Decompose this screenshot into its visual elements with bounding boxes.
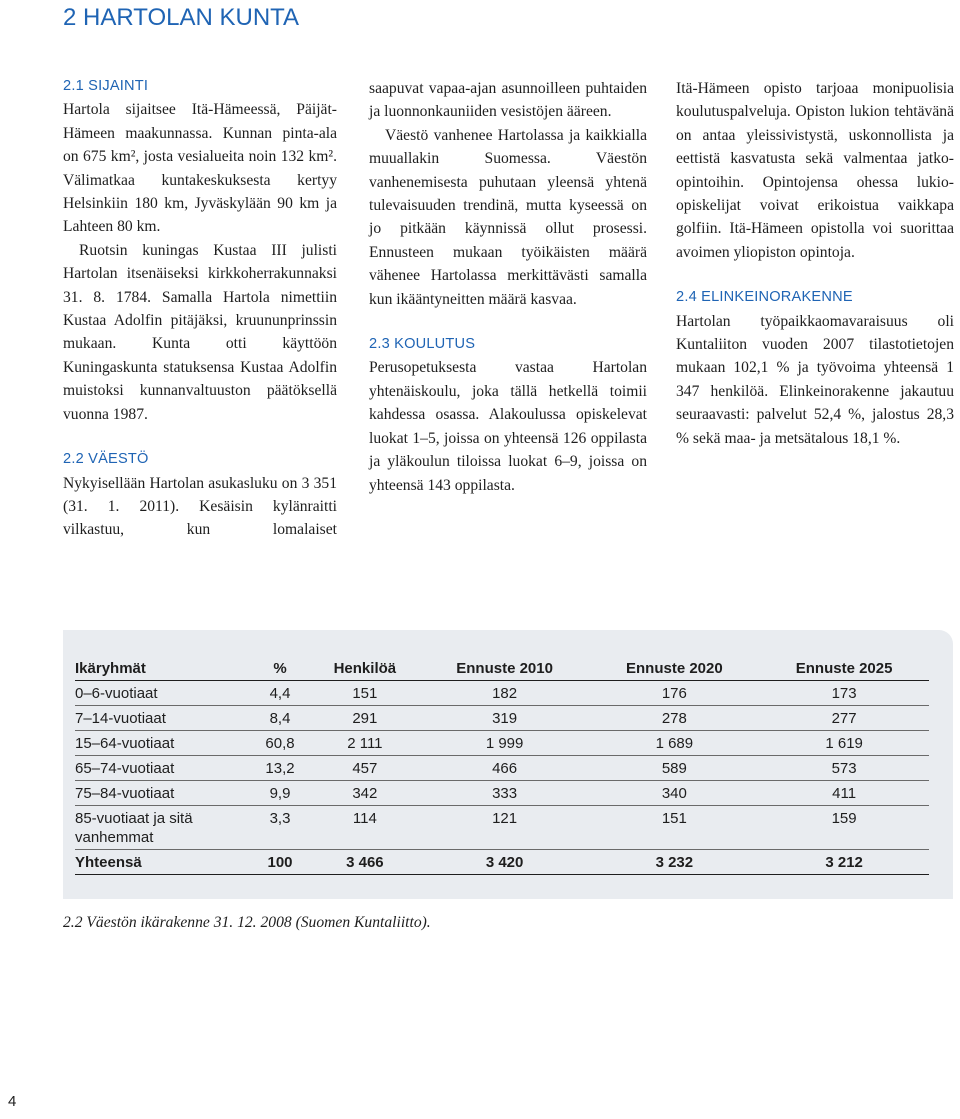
header-cell: Ennuste 2010: [420, 657, 590, 681]
table-row: [75, 731, 929, 756]
table-cell: 121: [420, 806, 590, 850]
age-structure-table-panel: [63, 630, 953, 899]
table-cell: 114: [310, 806, 420, 850]
table-cell: 319: [420, 706, 590, 731]
table-cell: 151: [589, 806, 759, 850]
table-row: [75, 706, 929, 731]
table-cell: 9,9: [250, 781, 310, 806]
table-cell: 15–64-vuotiaat: [75, 731, 250, 756]
paragraph: Itä-Hämeen opisto tarjoaa monipuolisia koulutuspalveluja. Opiston lukion tehtävänä on antaa yleissivistystä, uskonnollista ja eettistä kasvatusta sekä valmentaa jatko-opintoihin. Opintojensa ohessa lukio-opiskelijat voivat erikoistua vaikkapa golfiin. Itä-Hämeen opistolla voi suorittaa avoimen yliopiston opintoja.: [676, 80, 954, 261]
table-cell: 0–6-vuotiaat: [75, 681, 250, 706]
table-cell: 173: [759, 681, 929, 706]
text-column-2: [369, 77, 647, 497]
section-heading-koulutus: 2.3 KOULUTUS: [369, 336, 476, 353]
table-cell: 589: [589, 756, 759, 781]
table-cell: 13,2: [250, 756, 310, 781]
table-cell: 1 689: [589, 731, 759, 756]
paragraph: saapuvat vapaa-ajan asunnoilleen puhtaiden ja luonnonkauniiden vesistöjen ääreen.: [369, 80, 647, 121]
table-cell: 100: [250, 850, 310, 875]
table-cell: 176: [589, 681, 759, 706]
age-structure-table: [75, 657, 929, 875]
paragraph: Nykyisellään Hartolan asukasluku on 3 351 (31. 1. 2011). Kesäisin kylänraitti vilkastuu, kun lomalaiset: [63, 474, 337, 539]
table-cell: 342: [310, 781, 420, 806]
paragraph: Hartolan työpaikkaomavaraisuus oli Kuntaliiton vuoden 2007 tilastotietojen mukaan 102,1 % ja työvoima yhteensä 1 347 henkilöä. Elinkeinorakenne jakautuu seuraavasti: palvelut 52,4 %, jalostus 28,3 % sekä maa- ja metsätalous 18,1 %.: [676, 312, 954, 447]
table-cell: 159: [759, 806, 929, 850]
paragraph: Hartola sijaitsee Itä-Hämeessä, Päijät-Hämeen maakunnassa. Kunnan pinta-ala on 675 km², josta vesialueita noin 132 km². Välimatkaa kuntakeskuksesta kertyy Helsinkiin 180 km, Jyväskylään 90 km ja Lahteen 80 km.: [63, 101, 337, 236]
table-cell: 1 999: [420, 731, 590, 756]
table-cell: 291: [310, 706, 420, 731]
table-cell: 85-vuotiaat ja sitä vanhemmat: [75, 806, 250, 850]
table-cell: 7–14-vuotiaat: [75, 706, 250, 731]
section-heading-vaesto: 2.2 VÄESTÖ: [63, 451, 149, 468]
chapter-title: 2 HARTOLAN KUNTA: [63, 4, 300, 31]
table-caption: 2.2 Väestön ikärakenne 31. 12. 2008 (Suomen Kuntaliitto).: [63, 914, 431, 931]
table-row: [75, 781, 929, 806]
paragraph: Väestö vanhenee Hartolassa ja kaikkialla muuallakin Suomessa. Väestön vanhenemisesta puhutaan yleensä yhtenä tulevaisuuden trendinä, mutta kyseessä on jo pitkään käynnissä ollut prosessi. Ennusteen mukaan työikäisten määrä vähenee Hartolassa merkittävästi samalla kun ikääntyneitten määrä kasvaa.: [369, 126, 647, 308]
paragraph: Ruotsin kuningas Kustaa III julisti Hartolan itsenäiseksi kirkkoherrakunnaksi 31. 8. 1784. Samalla Hartola nimettiin Kustaa Adolfin pitäjäksi, kruununprinssin mukaan. Kunta otti käyttöön Kuningaskunta statuksensa Kustaa Adolfin muistoksi kunnanvaltuuston päätöksellä vuonna 1987.: [63, 241, 337, 423]
table-cell: 277: [759, 706, 929, 731]
table-cell: 3 466: [310, 850, 420, 875]
table-total-row: [75, 850, 929, 875]
table-cell: 60,8: [250, 731, 310, 756]
table-cell: 65–74-vuotiaat: [75, 756, 250, 781]
table-cell: 3,3: [250, 806, 310, 850]
section-heading-sijainti: 2.1 SIJAINTI: [63, 78, 149, 94]
table-cell: 457: [310, 756, 420, 781]
table-cell: 340: [589, 781, 759, 806]
table-cell: 466: [420, 756, 590, 781]
page-number: 4: [8, 1093, 17, 1110]
table-cell: 1 619: [759, 731, 929, 756]
header-cell: %: [250, 657, 310, 681]
text-column-3: [676, 77, 954, 450]
table-header-row: [75, 657, 929, 681]
table-cell: 573: [759, 756, 929, 781]
table-cell: 3 212: [759, 850, 929, 875]
table-cell: 4,4: [250, 681, 310, 706]
table-row: [75, 756, 929, 781]
table-cell: Yhteensä: [75, 850, 250, 875]
paragraph: Perusopetuksesta vastaa Hartolan yhtenäiskoulu, joka tällä hetkellä toimii kahdessa osassa. Alakoulussa opiskelevat luokat 1–5, joissa on yhteensä 126 oppilasta ja yläkoulun tiloissa luokat 6–9, joissa on yhteensä 143 oppilasta.: [369, 359, 647, 494]
table-cell: 278: [589, 706, 759, 731]
header-cell: Henkilöä: [310, 657, 420, 681]
table-cell: 75–84-vuotiaat: [75, 781, 250, 806]
table-cell: 3 232: [589, 850, 759, 875]
table-cell: 8,4: [250, 706, 310, 731]
header-cell: Ennuste 2025: [759, 657, 929, 681]
header-cell: Ikäryhmät: [75, 657, 250, 681]
section-heading-elinkeino: 2.4 ELINKEINORAKENNE: [676, 289, 853, 306]
table-cell: 333: [420, 781, 590, 806]
table-cell: 151: [310, 681, 420, 706]
header-cell: Ennuste 2020: [589, 657, 759, 681]
table-cell: 2 111: [310, 731, 420, 756]
table-row: [75, 806, 929, 850]
table-cell: 3 420: [420, 850, 590, 875]
text-column-1: [63, 75, 337, 542]
table-row: [75, 681, 929, 706]
table-cell: 182: [420, 681, 590, 706]
table-cell: 411: [759, 781, 929, 806]
